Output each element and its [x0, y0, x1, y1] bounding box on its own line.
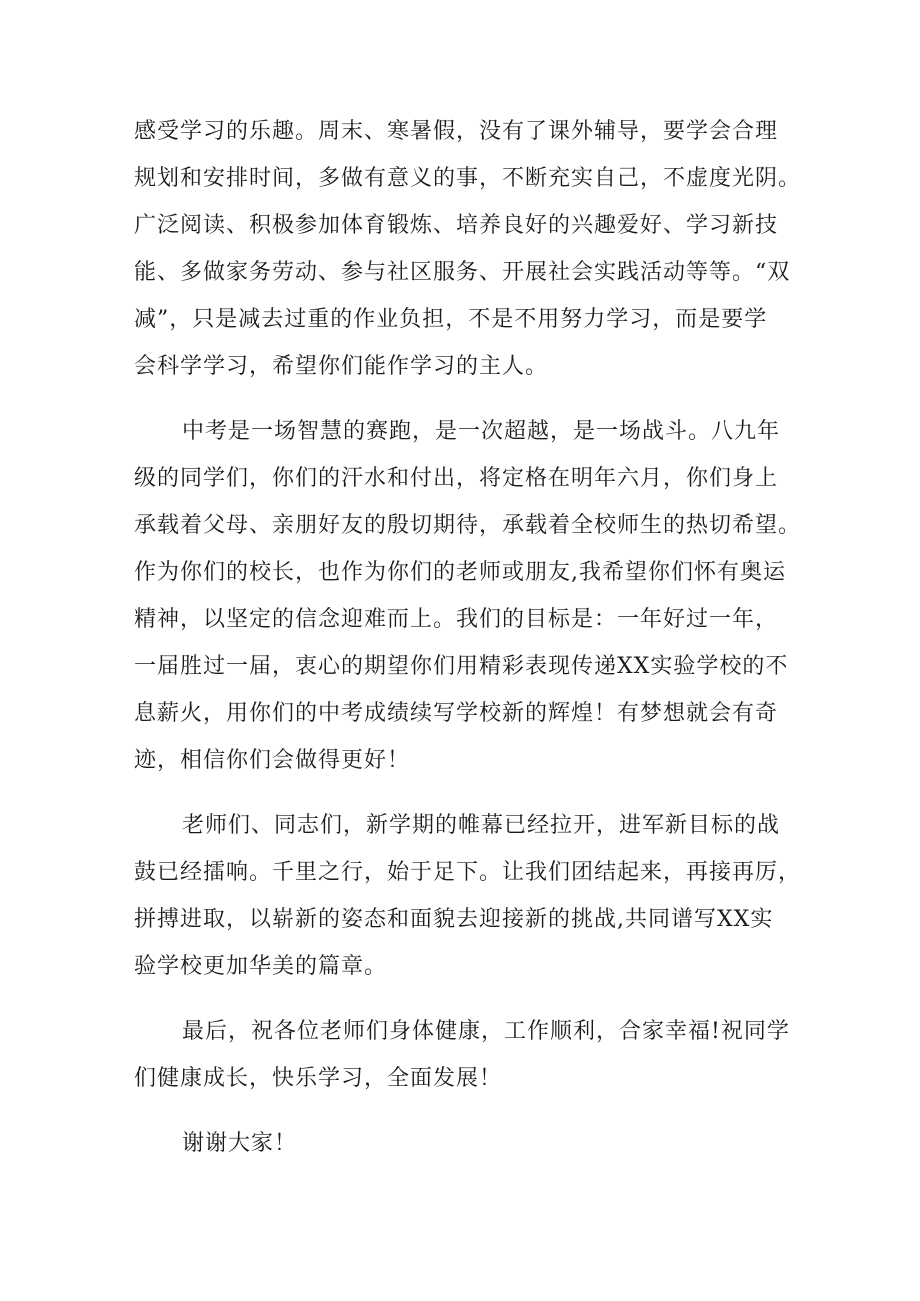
text-line: 老师们、同志们，新学期的帷幕已经拉开，进军新目标的战 [182, 813, 781, 838]
text-line: 迹，相信你们会做得更好！ [134, 748, 411, 773]
text-line: 一届胜过一届，衷心的期望你们用精彩表现传递XX实验学校的不 [134, 654, 789, 679]
closing-line: 谢谢大家！ [182, 1131, 298, 1156]
text-line: 拼搏进取，以崭新的姿态和面貌去迎接新的挑战,共同谱写XX实 [134, 907, 774, 932]
text-line: 级的同学们，你们的汗水和付出，将定格在明年六月，你们身上 [134, 466, 779, 491]
text-line: 作为你们的校长，也作为你们的老师或朋友,我希望你们怀有奥运 [134, 560, 786, 585]
text-line: 感受学习的乐趣。周末、寒暑假，没有了课外辅导，要学会合理 [134, 119, 779, 144]
text-line: 鼓已经擂响。千里之行，始于足下。让我们团结起来，再接再厉， [134, 860, 802, 885]
text-line: 能、多做家务劳动、参与社区服务、开展社会实践活动等等。“双 [134, 260, 791, 285]
paragraph-gap [134, 1102, 800, 1120]
paragraph-2 [134, 408, 800, 784]
paragraph-gap [134, 784, 800, 802]
paragraph-gap [134, 990, 800, 1008]
text-line: 精神，以坚定的信念迎难而上。我们的目标是：一年好过一年， [134, 607, 779, 632]
text-line: 中考是一场智慧的赛跑，是一次超越，是一场战斗。八九年 [182, 419, 781, 444]
text-line: 规划和安排时间，多做有意义的事，不断充实自己，不虚度光阴。 [134, 166, 802, 191]
text-line: 最后，祝各位老师们身体健康，工作顺利，合家幸福!祝同学 [182, 1019, 790, 1044]
text-line: 们健康成长，快乐学习，全面发展！ [134, 1066, 503, 1091]
paragraph-4 [134, 1008, 800, 1102]
paragraph-gap [134, 390, 800, 408]
text-line: 息薪火，用你们的中考成绩续写学校新的辉煌！有梦想就会有奇 [134, 701, 779, 726]
text-line: 广泛阅读、积极参加体育锻炼、培养良好的兴趣爱好、学习新技 [134, 213, 779, 238]
document-body [134, 108, 800, 1167]
paragraph-3 [134, 802, 800, 990]
text-line: 会科学学习，希望你们能作学习的主人。 [134, 354, 549, 379]
text-line: 验学校更加华美的篇章。 [134, 954, 388, 979]
text-line: 承载着父母、亲朋好友的殷切期待，承载着全校师生的热切希望。 [134, 513, 802, 538]
paragraph-1 [134, 108, 800, 390]
text-line: 减”，只是减去过重的作业负担，不是不用努力学习，而是要学 [134, 307, 768, 332]
closing-paragraph [134, 1120, 800, 1167]
